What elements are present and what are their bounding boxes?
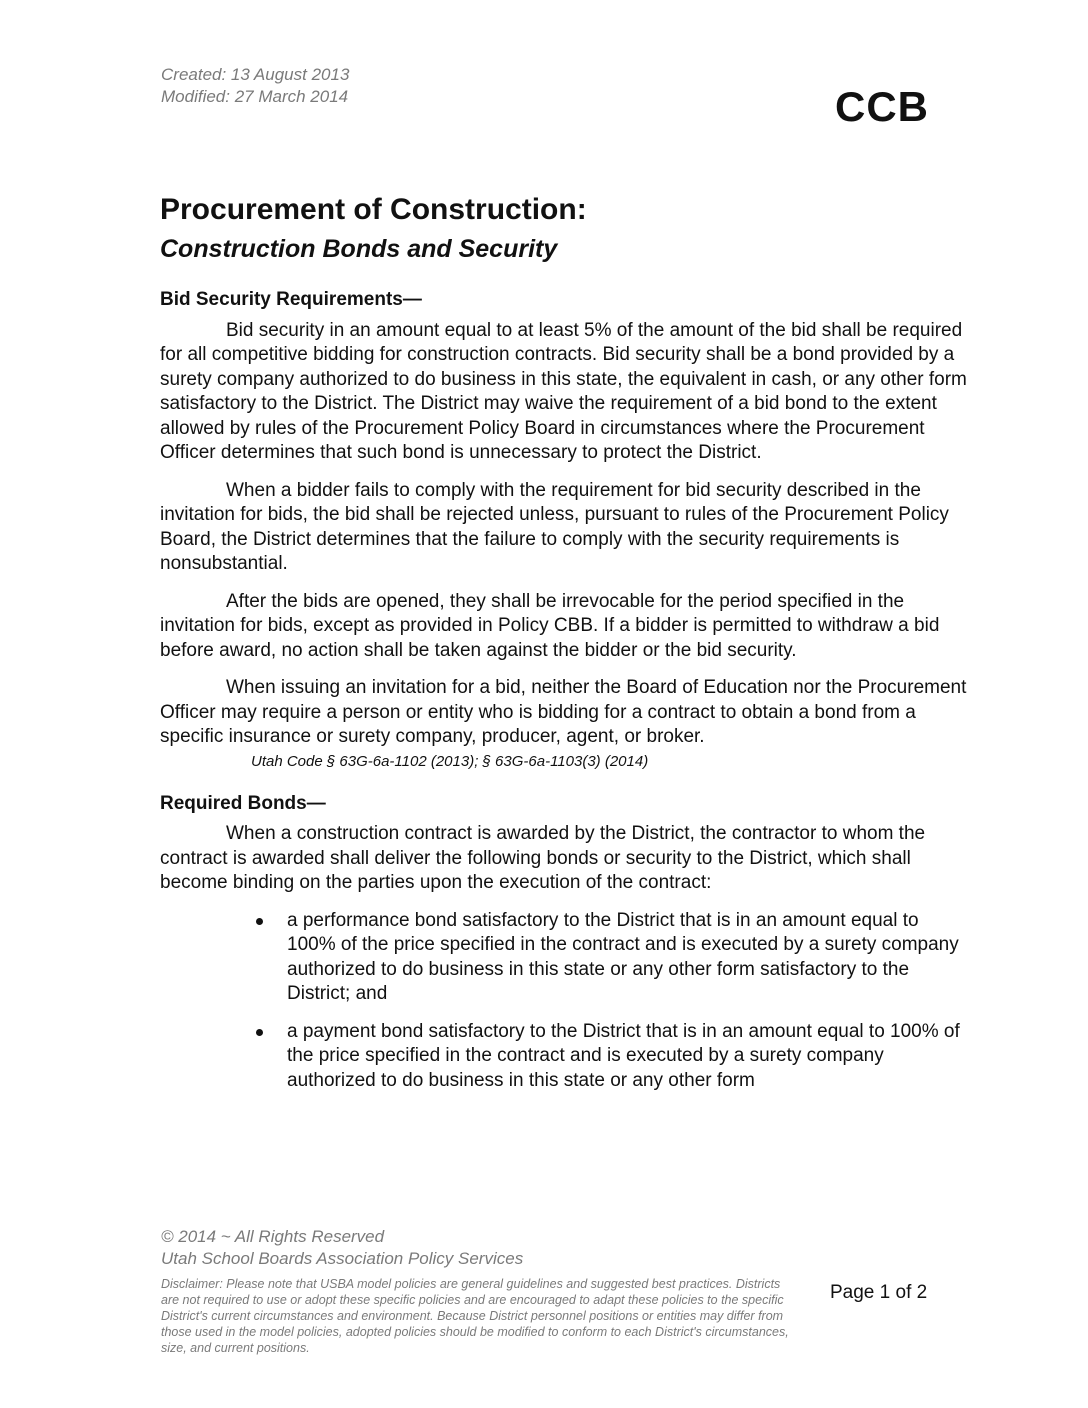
page-number: Page 1 of 2 [830, 1282, 928, 1303]
paragraph: When a construction contract is awarded by the District, the contractor to whom the contract is awarded shall deliver the following bonds or security to the District, which shall become binding on the parties upon the execution of the contract: [160, 823, 926, 893]
list-item [256, 909, 970, 1007]
organization-name: Utah School Boards Association Policy Services [161, 1249, 524, 1268]
bullet-icon [256, 1029, 263, 1036]
document-body [160, 288, 970, 1106]
list-item-text: a payment bond satisfactory to the District that is in an amount equal to 100% of the price specified in the contract and is executed by a surety company authorized to do business in this state or any other form [287, 1020, 960, 1091]
modified-date: Modified: 27 March 2014 [161, 87, 349, 106]
paragraph: When issuing an invitation for a bid, neither the Board of Education nor the Procurement Officer may require a person or entity who is bidding for a contract to obtain a bond from a specific insurance or surety company, producer, agent, or broker. [160, 677, 967, 747]
created-date: Created: 13 August 2013 [161, 65, 350, 84]
document-dates [161, 64, 349, 108]
paragraph: When a bidder fails to comply with the requirement for bid security described in the invitation for bids, the bid shall be rejected unless, pursuant to rules of the Procurement Policy Board, the District determines that the failure to comply with the security requirements is nonsubstantial. [160, 479, 949, 574]
disclaimer-text: Disclaimer: Please note that USBA model policies are general guidelines and suggested best practices. Districts are not required to use or adopt these specific policies and are encouraged to adapt these policies to the specific District's current circumstances and environment. Because District personnel positions or entities may differ from those used in the model policies, adopted policies should be modified to conform to each District's circumstances, size, and current positions. [161, 1277, 789, 1355]
policy-code: CCB [835, 83, 929, 130]
section-bid-security [160, 288, 970, 772]
document-title: Procurement of Construction: [160, 193, 587, 226]
bond-list [160, 909, 970, 1094]
paragraph: After the bids are opened, they shall be irrevocable for the period specified in the invitation for bids, except as provided in Policy CBB. If a bidder is permitted to withdraw a bid before award, no action shall be taken against the bidder or the bid security. [160, 590, 940, 661]
legal-citation: Utah Code § 63G-6a-1102 (2013); § 63G-6a-1103(3) (2014) [251, 752, 649, 770]
paragraph: Bid security in an amount equal to at least 5% of the amount of the bid shall be required for all competitive bidding for construction contracts. Bid security shall be a bond provided by a surety company authorized to do business in this state, the equivalent in cash, or any other form satisfactory to the District. The District may waive the requirement of a bid bond to the extent allowed by rules of the Procurement Policy Board in circumstances where the Procurement Officer determines that such bond is unnecessary to protect the District. [160, 319, 967, 463]
section-heading-bid-security: Bid Security Requirements— [160, 289, 422, 310]
footer-rights [161, 1226, 523, 1270]
document-subtitle: Construction Bonds and Security [160, 235, 558, 263]
copyright-notice: © 2014 ~ All Rights Reserved [161, 1227, 385, 1246]
list-item [256, 1020, 970, 1094]
bullet-icon [256, 918, 263, 925]
list-item-text: a performance bond satisfactory to the District that is in an amount equal to 100% of the price specified in the contract and is executed by a surety company authorized to do business in this state or any other form satisfactory to the District; and [287, 909, 959, 1004]
section-required-bonds [160, 792, 970, 1094]
section-heading-required-bonds: Required Bonds— [160, 792, 326, 814]
